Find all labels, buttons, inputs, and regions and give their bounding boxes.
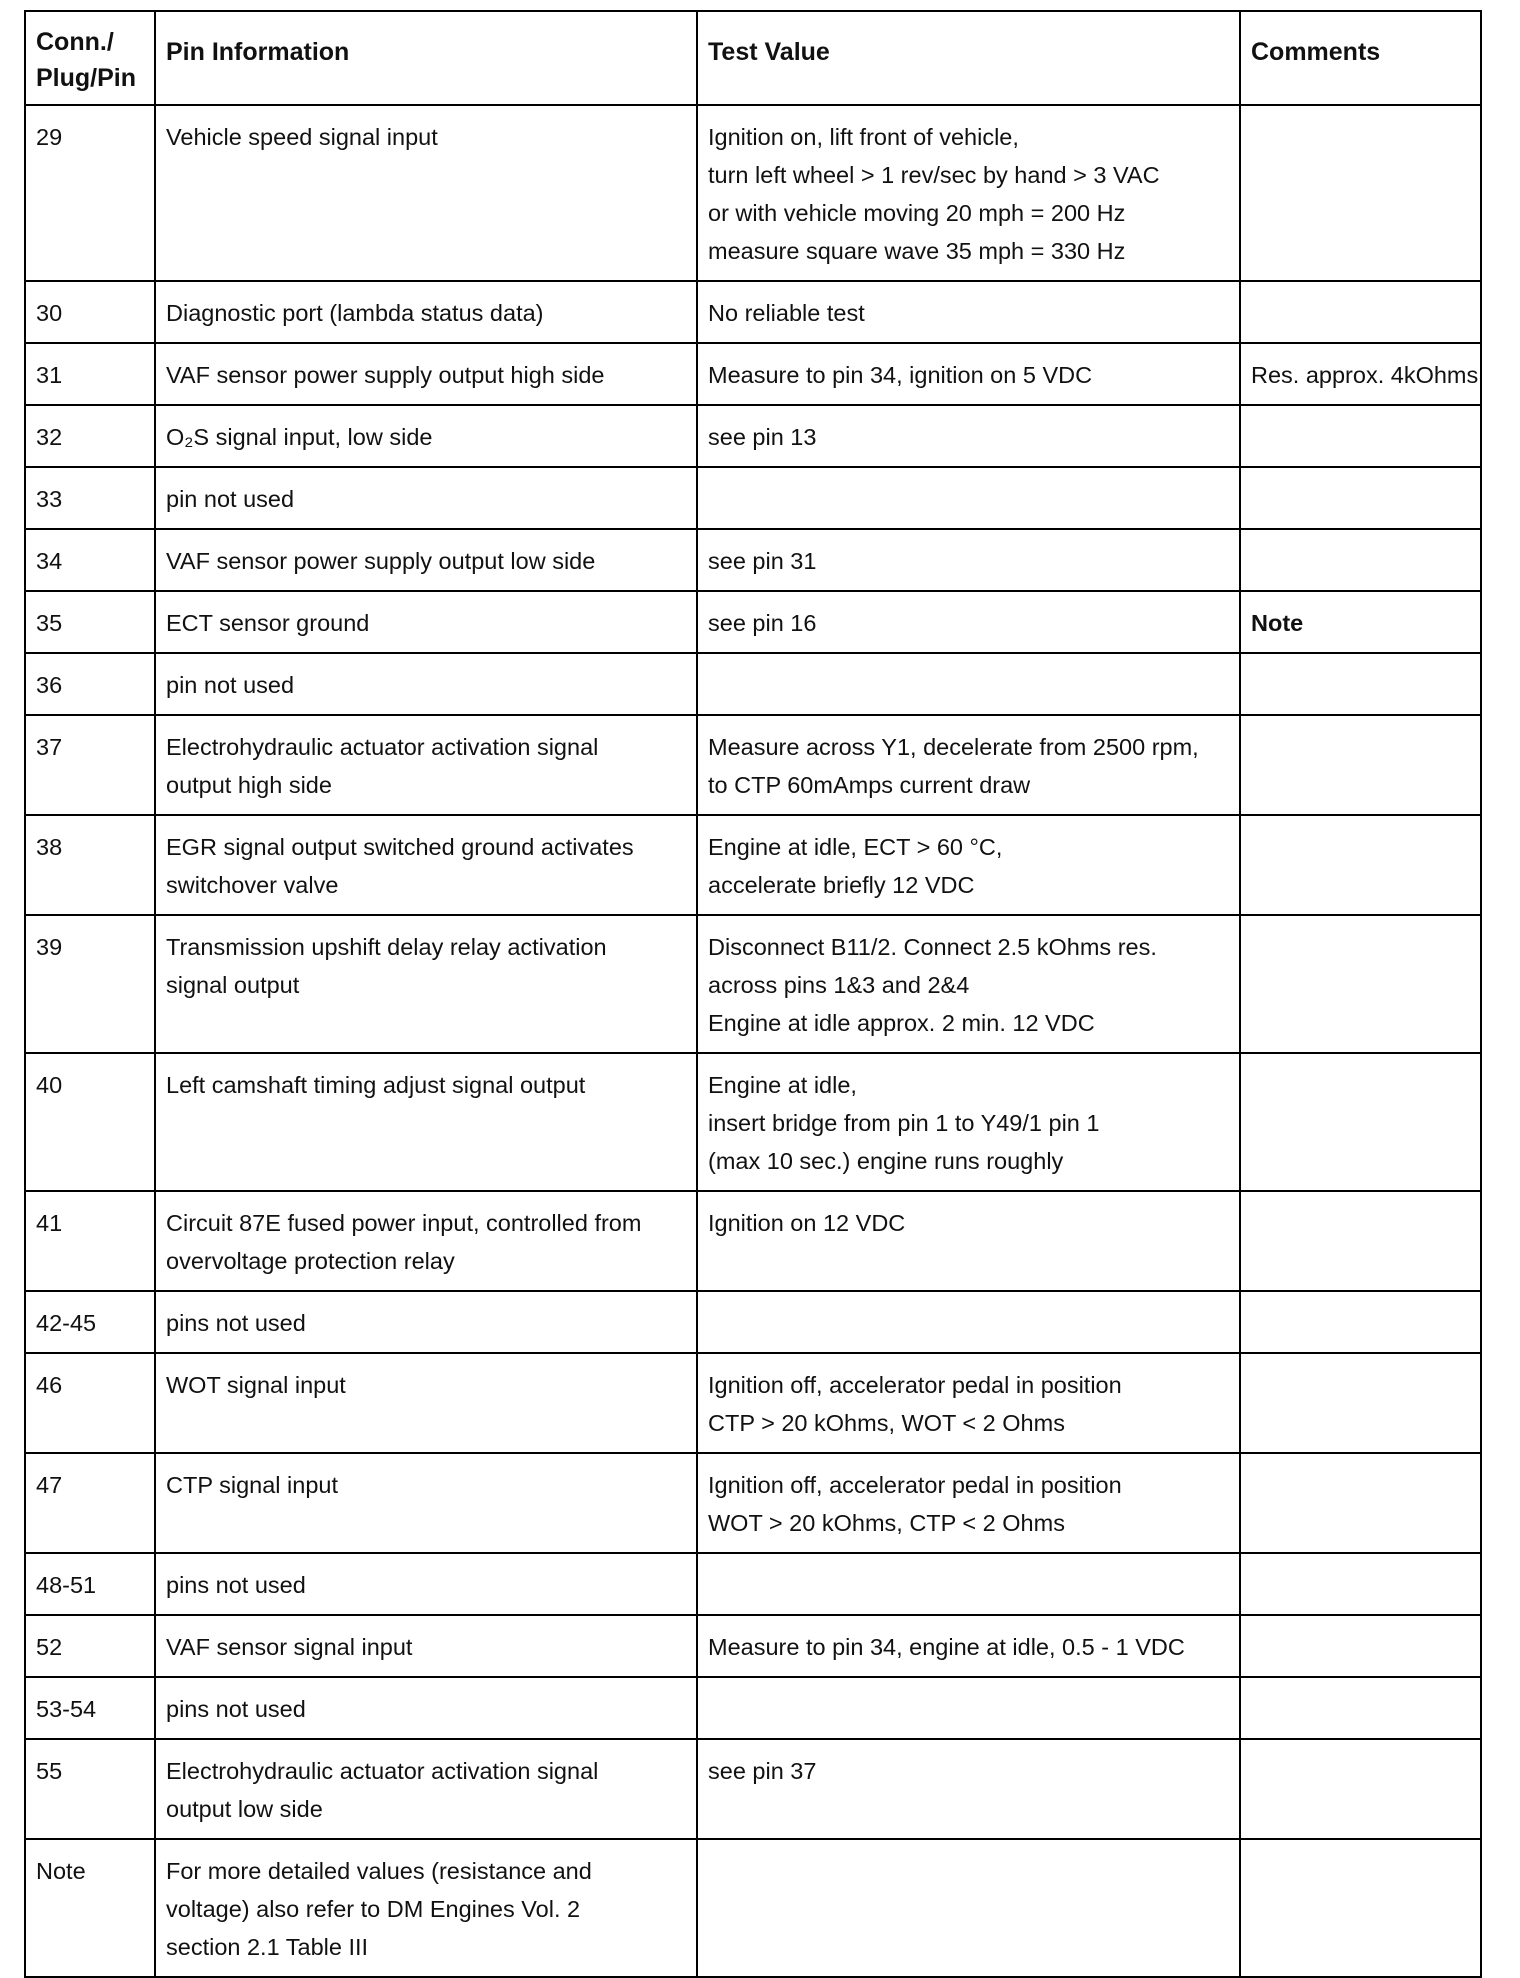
table-row bbox=[25, 467, 1481, 529]
cell-test-value-line: Measure to pin 34, ignition on 5 VDC bbox=[708, 362, 1093, 388]
table-row bbox=[25, 405, 1481, 467]
cell-pin-information-line: pins not used bbox=[166, 1310, 306, 1336]
cell-test-value bbox=[697, 1353, 1240, 1453]
table-row bbox=[25, 915, 1481, 1053]
cell-test-value-line: CTP > 20 kOhms, WOT < 2 Ohms bbox=[708, 1410, 1065, 1436]
table-row bbox=[25, 591, 1481, 653]
table-row bbox=[25, 1739, 1481, 1839]
cell-comments bbox=[1240, 915, 1481, 1053]
cell-test-value bbox=[697, 1453, 1240, 1553]
cell-pin-information bbox=[155, 653, 697, 715]
cell-test-value bbox=[697, 1053, 1240, 1191]
cell-pin: 48-51 bbox=[25, 1553, 155, 1615]
table-row bbox=[25, 529, 1481, 591]
cell-comments bbox=[1240, 1839, 1481, 1977]
cell-comments bbox=[1240, 1615, 1481, 1677]
cell-pin-information-line: overvoltage protection relay bbox=[166, 1248, 455, 1274]
table-row bbox=[25, 1353, 1481, 1453]
cell-pin-information-line: Circuit 87E fused power input, controlled from bbox=[166, 1210, 642, 1236]
cell-test-value bbox=[697, 467, 1240, 529]
cell-test-value-line: insert bridge from pin 1 to Y49/1 pin 1 bbox=[708, 1110, 1100, 1136]
cell-pin-information bbox=[155, 1677, 697, 1739]
cell-pin-information bbox=[155, 1353, 697, 1453]
table-row bbox=[25, 1053, 1481, 1191]
cell-pin: 30 bbox=[25, 281, 155, 343]
cell-pin-information-line: CTP signal input bbox=[166, 1472, 338, 1498]
cell-comments bbox=[1240, 815, 1481, 915]
cell-pin-information-line: ECT sensor ground bbox=[166, 610, 370, 636]
cell-test-value-line bbox=[708, 1690, 1227, 1728]
cell-pin-information bbox=[155, 529, 697, 591]
cell-test-value bbox=[697, 1291, 1240, 1353]
cell-pin: 32 bbox=[25, 405, 155, 467]
cell-test-value-line: across pins 1&3 and 2&4 bbox=[708, 972, 970, 998]
cell-pin-information-line: EGR signal output switched ground activates bbox=[166, 834, 634, 860]
cell-test-value-line: Engine at idle, bbox=[708, 1072, 857, 1098]
header-comments: Comments bbox=[1240, 11, 1481, 105]
cell-pin-information bbox=[155, 105, 697, 281]
cell-pin-information-line: Transmission upshift delay relay activation bbox=[166, 934, 607, 960]
cell-test-value-line: see pin 16 bbox=[708, 610, 817, 636]
table-row bbox=[25, 715, 1481, 815]
cell-pin-information-line: Diagnostic port (lambda status data) bbox=[166, 300, 544, 326]
cell-test-value-line: measure square wave 35 mph = 330 Hz bbox=[708, 238, 1126, 264]
cell-test-value bbox=[697, 815, 1240, 915]
cell-pin-information bbox=[155, 1191, 697, 1291]
table-row bbox=[25, 1677, 1481, 1739]
cell-pin-information-line: pins not used bbox=[166, 1572, 306, 1598]
cell-comments bbox=[1240, 529, 1481, 591]
cell-comments bbox=[1240, 1553, 1481, 1615]
cell-test-value-line: see pin 31 bbox=[708, 548, 817, 574]
cell-pin-information-line: output high side bbox=[166, 772, 332, 798]
header-conn-line-1: Conn./ bbox=[36, 28, 114, 56]
cell-test-value bbox=[697, 1615, 1240, 1677]
cell-test-value-line bbox=[708, 1304, 1227, 1342]
cell-pin-information-line: section 2.1 Table III bbox=[166, 1934, 369, 1960]
cell-pin-information bbox=[155, 1839, 697, 1977]
pin-information-table bbox=[24, 10, 1482, 1978]
cell-test-value-line: Measure across Y1, decelerate from 2500 rpm, bbox=[708, 734, 1199, 760]
cell-comments bbox=[1240, 1677, 1481, 1739]
cell-comments: Note bbox=[1240, 591, 1481, 653]
cell-test-value-line: Measure to pin 34, engine at idle, 0.5 - 1 VDC bbox=[708, 1634, 1185, 1660]
cell-comments bbox=[1240, 405, 1481, 467]
table-row bbox=[25, 653, 1481, 715]
cell-test-value bbox=[697, 591, 1240, 653]
cell-test-value bbox=[697, 343, 1240, 405]
cell-pin-information-line: VAF sensor power supply output low side bbox=[166, 548, 596, 574]
cell-pin-information bbox=[155, 591, 697, 653]
cell-comments bbox=[1240, 1291, 1481, 1353]
cell-comments bbox=[1240, 1453, 1481, 1553]
cell-pin: 29 bbox=[25, 105, 155, 281]
cell-test-value-line: Disconnect B11/2. Connect 2.5 kOhms res. bbox=[708, 934, 1157, 960]
cell-pin-information-line: VAF sensor signal input bbox=[166, 1634, 413, 1660]
cell-pin-information bbox=[155, 915, 697, 1053]
table-row bbox=[25, 1453, 1481, 1553]
cell-test-value-line: Ignition off, accelerator pedal in position bbox=[708, 1372, 1122, 1398]
cell-pin-information bbox=[155, 1739, 697, 1839]
cell-pin: 41 bbox=[25, 1191, 155, 1291]
cell-pin-information-line: Left camshaft timing adjust signal output bbox=[166, 1072, 586, 1098]
cell-pin: 47 bbox=[25, 1453, 155, 1553]
table-row bbox=[25, 1553, 1481, 1615]
cell-pin-information-line: VAF sensor power supply output high side bbox=[166, 362, 605, 388]
cell-test-value-line: or with vehicle moving 20 mph = 200 Hz bbox=[708, 200, 1126, 226]
header-conn-line-2: Plug/Pin bbox=[36, 64, 136, 92]
cell-test-value-line: see pin 37 bbox=[708, 1758, 817, 1784]
cell-pin-information-line: O₂S signal input, low side bbox=[166, 424, 433, 450]
cell-pin-information-line: signal output bbox=[166, 972, 300, 998]
cell-test-value-line: Engine at idle approx. 2 min. 12 VDC bbox=[708, 1010, 1095, 1036]
cell-pin-information bbox=[155, 1615, 697, 1677]
cell-comments bbox=[1240, 105, 1481, 281]
cell-pin: 53-54 bbox=[25, 1677, 155, 1739]
cell-pin-information bbox=[155, 467, 697, 529]
table-row bbox=[25, 105, 1481, 281]
cell-pin-information bbox=[155, 343, 697, 405]
cell-pin-information-line: For more detailed values (resistance and bbox=[166, 1858, 592, 1884]
cell-pin: 38 bbox=[25, 815, 155, 915]
header-conn-plug-pin bbox=[25, 11, 155, 105]
cell-pin: 55 bbox=[25, 1739, 155, 1839]
cell-test-value-line: Ignition on 12 VDC bbox=[708, 1210, 906, 1236]
cell-pin-information-line: pins not used bbox=[166, 1696, 306, 1722]
cell-pin: 35 bbox=[25, 591, 155, 653]
cell-comments bbox=[1240, 281, 1481, 343]
cell-pin-information bbox=[155, 281, 697, 343]
cell-pin: 33 bbox=[25, 467, 155, 529]
cell-test-value-line bbox=[708, 1566, 1227, 1604]
cell-pin-information bbox=[155, 815, 697, 915]
cell-test-value bbox=[697, 529, 1240, 591]
table-row bbox=[25, 343, 1481, 405]
cell-pin: 52 bbox=[25, 1615, 155, 1677]
cell-test-value bbox=[697, 653, 1240, 715]
cell-pin-information-line: pin not used bbox=[166, 672, 295, 698]
cell-pin-information bbox=[155, 715, 697, 815]
table-row bbox=[25, 281, 1481, 343]
cell-test-value-line bbox=[708, 480, 1227, 518]
cell-comments bbox=[1240, 467, 1481, 529]
cell-test-value-line: Ignition on, lift front of vehicle, bbox=[708, 124, 1019, 150]
cell-pin-information-line: voltage) also refer to DM Engines Vol. 2 bbox=[166, 1896, 581, 1922]
cell-test-value bbox=[697, 1191, 1240, 1291]
cell-test-value-line bbox=[708, 1852, 1227, 1890]
cell-test-value-line: No reliable test bbox=[708, 300, 865, 326]
cell-comments bbox=[1240, 1191, 1481, 1291]
table-row bbox=[25, 1615, 1481, 1677]
cell-test-value bbox=[697, 105, 1240, 281]
cell-pin: Note bbox=[25, 1839, 155, 1977]
cell-comments bbox=[1240, 715, 1481, 815]
cell-pin: 42-45 bbox=[25, 1291, 155, 1353]
cell-test-value-line: turn left wheel > 1 rev/sec by hand > 3 VAC bbox=[708, 162, 1160, 188]
cell-test-value-line: WOT > 20 kOhms, CTP < 2 Ohms bbox=[708, 1510, 1065, 1536]
cell-pin-information-line: Vehicle speed signal input bbox=[166, 124, 438, 150]
cell-test-value bbox=[697, 1553, 1240, 1615]
cell-comments bbox=[1240, 1053, 1481, 1191]
table-row bbox=[25, 1839, 1481, 1977]
cell-pin: 37 bbox=[25, 715, 155, 815]
table-row bbox=[25, 1291, 1481, 1353]
cell-comments bbox=[1240, 653, 1481, 715]
table-row bbox=[25, 1191, 1481, 1291]
cell-test-value-line: accelerate briefly 12 VDC bbox=[708, 872, 975, 898]
cell-test-value bbox=[697, 715, 1240, 815]
cell-pin-information bbox=[155, 1453, 697, 1553]
cell-pin: 39 bbox=[25, 915, 155, 1053]
cell-test-value-line bbox=[708, 666, 1227, 704]
cell-pin-information-line: output low side bbox=[166, 1796, 323, 1822]
cell-pin-information-line: Electrohydraulic actuator activation signal bbox=[166, 734, 599, 760]
table-body bbox=[25, 105, 1481, 1977]
cell-pin-information-line: switchover valve bbox=[166, 872, 339, 898]
cell-pin-information bbox=[155, 1053, 697, 1191]
cell-test-value-line: to CTP 60mAmps current draw bbox=[708, 772, 1031, 798]
cell-test-value bbox=[697, 915, 1240, 1053]
document-page bbox=[24, 10, 1480, 1978]
cell-comments: Res. approx. 4kOhms bbox=[1240, 343, 1481, 405]
table-row bbox=[25, 815, 1481, 915]
table-header-row bbox=[25, 11, 1481, 105]
cell-test-value-line: see pin 13 bbox=[708, 424, 817, 450]
cell-pin-information bbox=[155, 1553, 697, 1615]
cell-test-value bbox=[697, 1739, 1240, 1839]
cell-pin: 36 bbox=[25, 653, 155, 715]
cell-pin-information bbox=[155, 405, 697, 467]
cell-pin-information bbox=[155, 1291, 697, 1353]
cell-pin: 46 bbox=[25, 1353, 155, 1453]
cell-test-value bbox=[697, 1677, 1240, 1739]
cell-comments bbox=[1240, 1739, 1481, 1839]
cell-test-value-line: Engine at idle, ECT > 60 °C, bbox=[708, 834, 1003, 860]
cell-test-value-line: Ignition off, accelerator pedal in position bbox=[708, 1472, 1122, 1498]
cell-pin-information-line: Electrohydraulic actuator activation signal bbox=[166, 1758, 599, 1784]
cell-test-value-line: (max 10 sec.) engine runs roughly bbox=[708, 1148, 1064, 1174]
cell-comments bbox=[1240, 1353, 1481, 1453]
cell-test-value bbox=[697, 281, 1240, 343]
header-pin-information: Pin Information bbox=[155, 11, 697, 105]
cell-pin: 40 bbox=[25, 1053, 155, 1191]
cell-pin: 31 bbox=[25, 343, 155, 405]
header-test-value: Test Value bbox=[697, 11, 1240, 105]
cell-test-value bbox=[697, 1839, 1240, 1977]
cell-pin: 34 bbox=[25, 529, 155, 591]
cell-test-value bbox=[697, 405, 1240, 467]
cell-pin-information-line: pin not used bbox=[166, 486, 295, 512]
cell-pin-information-line: WOT signal input bbox=[166, 1372, 346, 1398]
